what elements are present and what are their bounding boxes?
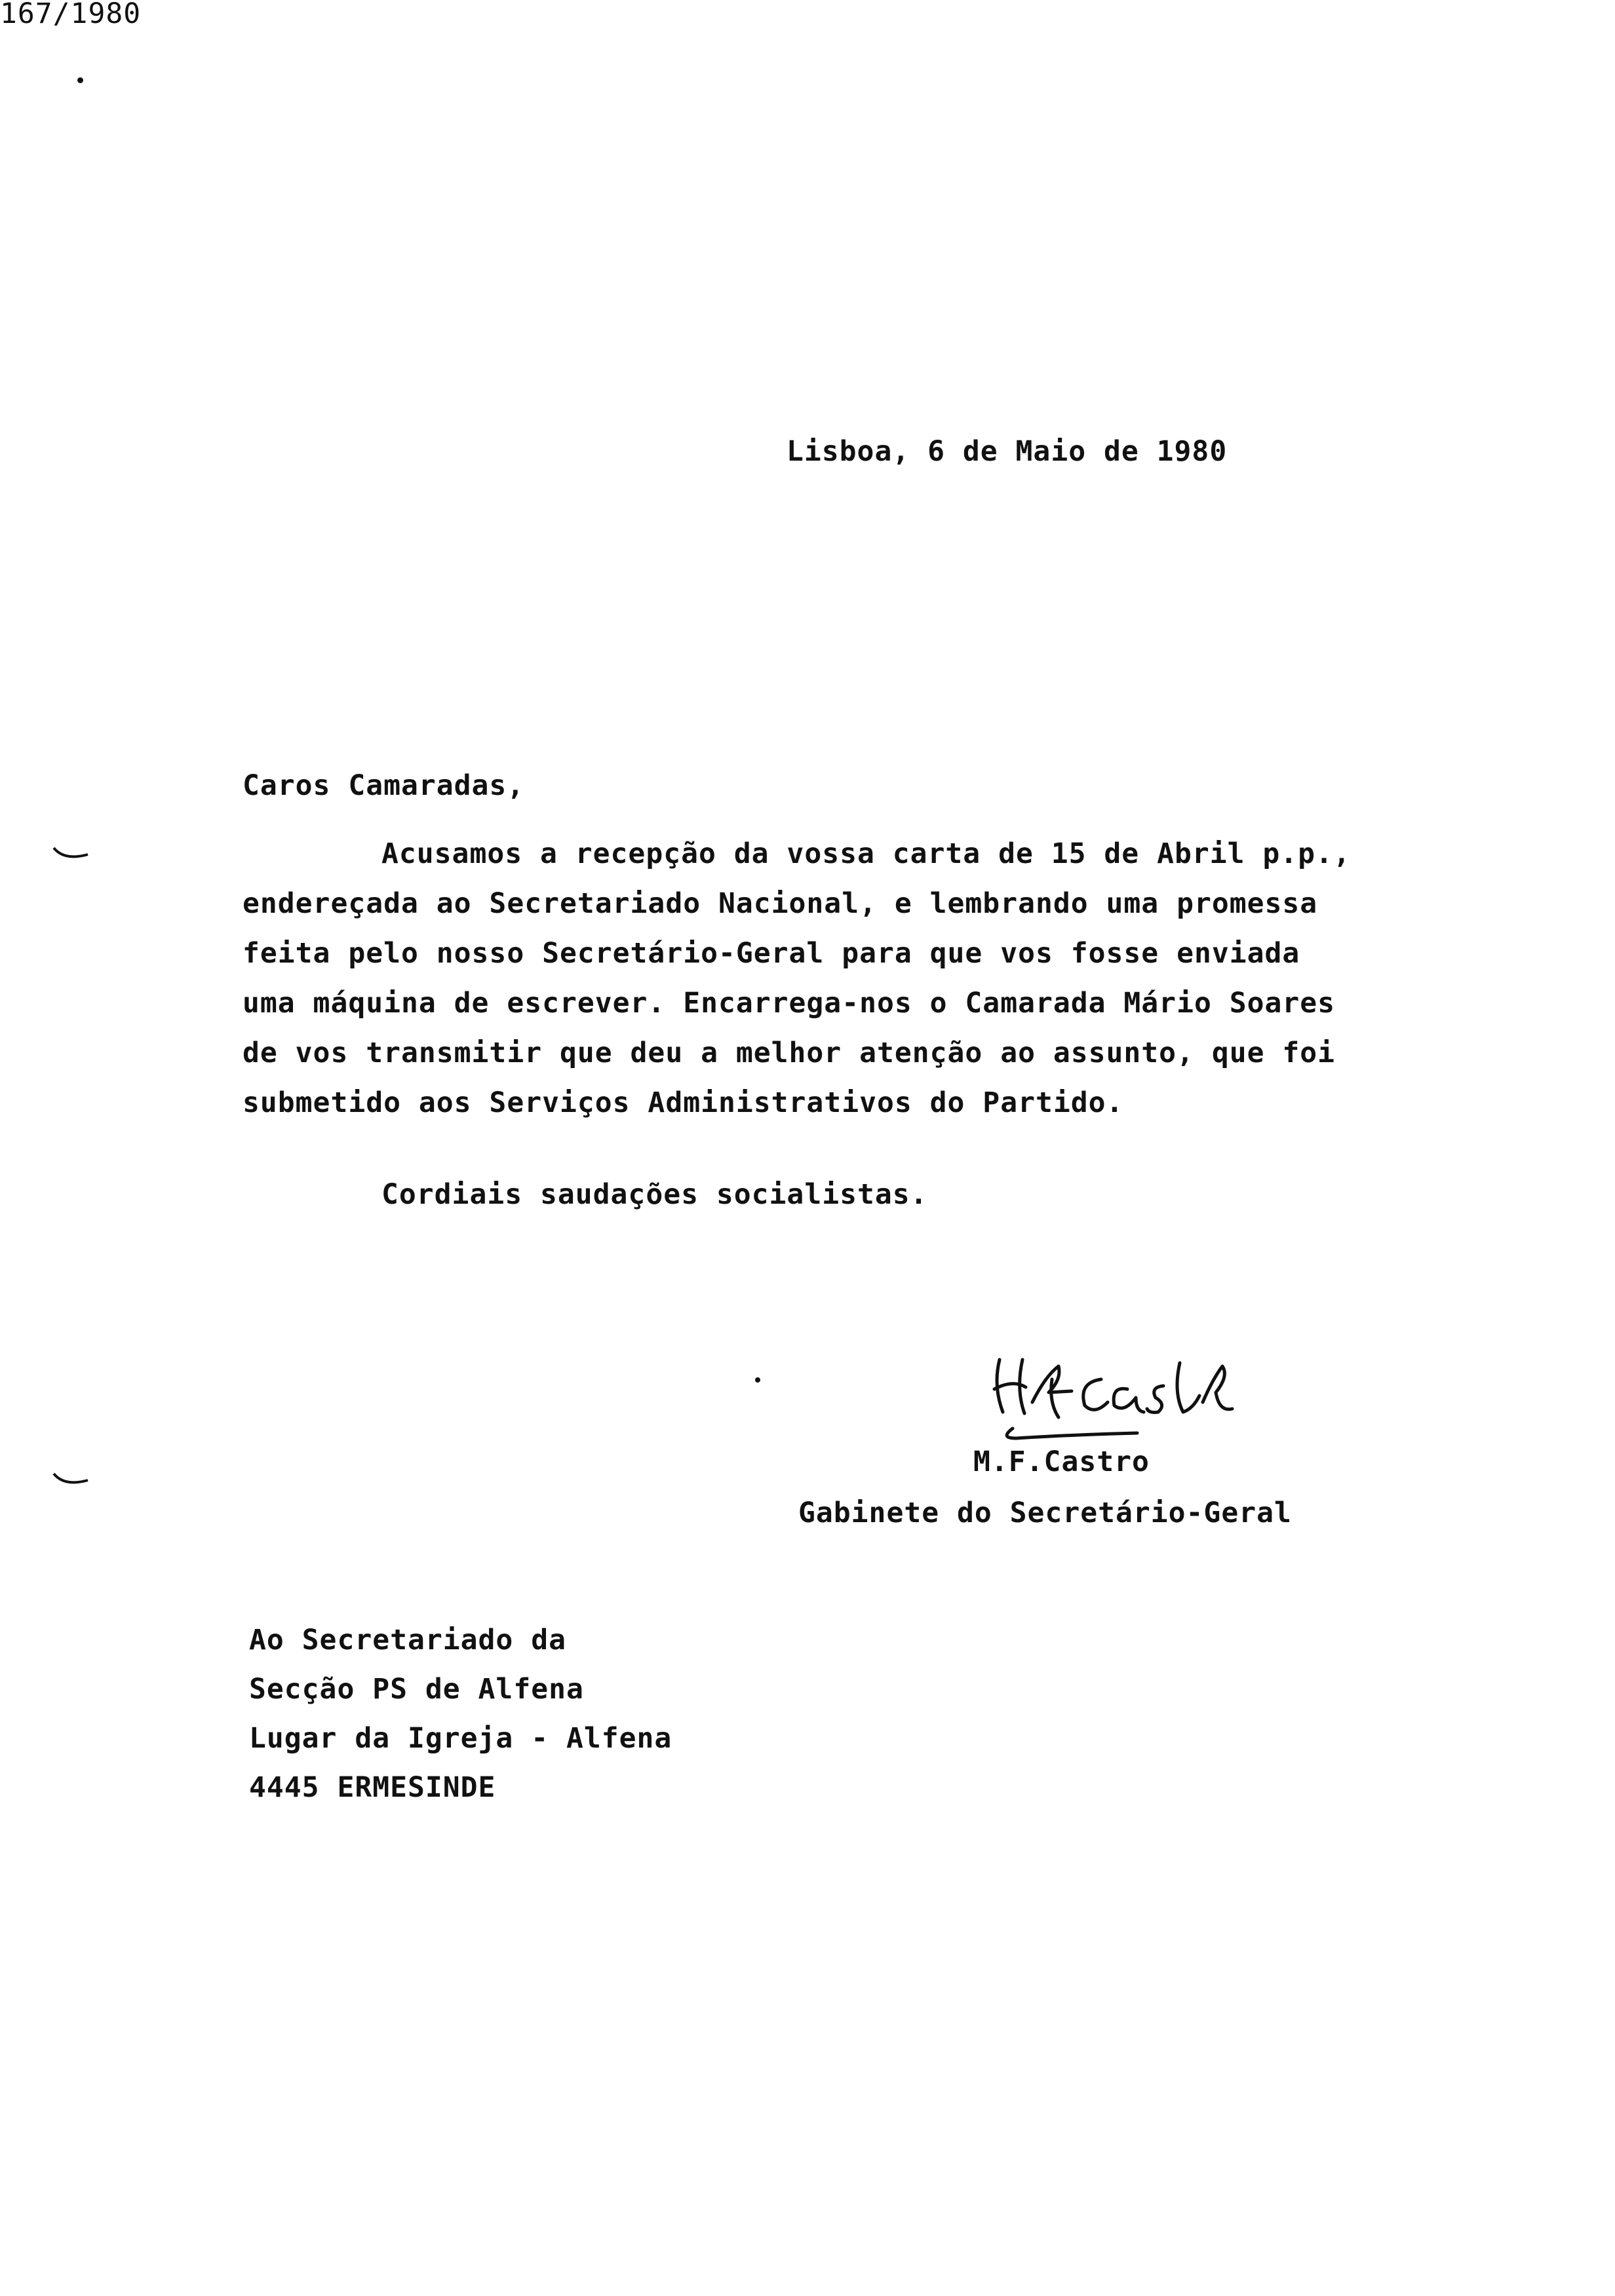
punch-hole-mark-icon [51, 845, 90, 865]
address-line: Secção PS de Alfena [249, 1673, 584, 1706]
closing: Cordiais saudações socialistas. [381, 1178, 928, 1211]
body-line: de vos transmitir que deu a melhor atenção ao assunto, que foi [243, 1037, 1336, 1069]
address-line: Ao Secretariado da [249, 1624, 566, 1656]
signatory-role: Gabinete do Secretário-Geral [798, 1497, 1292, 1529]
body-line: Acusamos a recepção da vossa carta de 15 de Abril p.p., [381, 837, 1351, 870]
body-line: uma máquina de escrever. Encarrega-nos o Camarada Mário Soares [243, 987, 1336, 1020]
body-line: submetido aos Serviços Administrativos do Partido. [243, 1086, 1124, 1119]
reference-number: 167/1980 [0, 0, 142, 30]
handwritten-signature-icon [986, 1340, 1249, 1451]
address-line: Lugar da Igreja - Alfena [249, 1722, 672, 1755]
letter-date: Lisboa, 6 de Maio de 1980 [787, 435, 1228, 468]
scan-speck [755, 1377, 760, 1383]
body-line: feita pelo nosso Secretário-Geral para que vos fosse enviada [243, 937, 1300, 970]
address-line: 4445 ERMESINDE [249, 1771, 496, 1804]
scan-speck [77, 77, 83, 83]
signatory-name: M.F.Castro [973, 1445, 1150, 1478]
punch-hole-mark-icon [51, 1471, 90, 1491]
salutation: Caros Camaradas, [243, 769, 525, 802]
body-line: endereçada ao Secretariado Nacional, e lembrando uma promessa [243, 887, 1318, 920]
